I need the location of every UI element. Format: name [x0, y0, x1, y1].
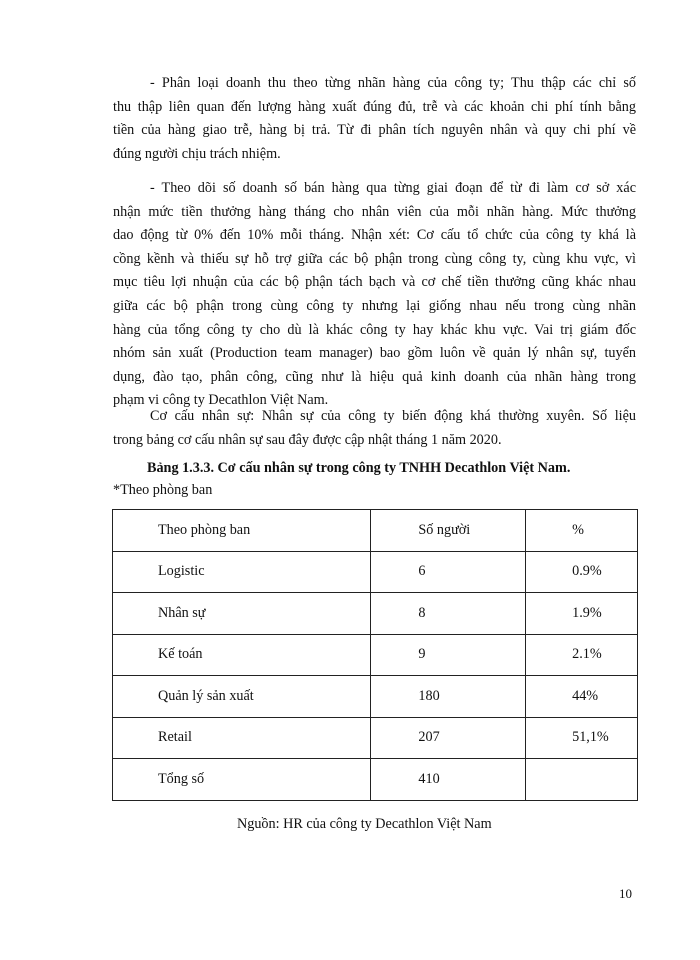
- cell-department: Logistic: [113, 551, 371, 593]
- cell-percent: 44%: [526, 676, 638, 718]
- header-percent: %: [526, 510, 638, 552]
- page-number: 10: [619, 886, 632, 901]
- paragraph-sales-tracking: [113, 177, 636, 413]
- cell-department: Tổng số: [113, 759, 371, 801]
- text-line: dao động từ 0% đến 10% mỗi tháng. Nhận xét: Cơ cấu tổ chức của công ty khá là: [113, 227, 636, 244]
- cell-headcount: 9: [371, 634, 526, 676]
- table-caption: Bảng 1.3.3. Cơ cấu nhân sự trong công ty TNHH Decathlon Việt Nam.: [147, 460, 571, 476]
- text-line: cồng kềnh và thiếu sự hỗ trợ giữa các bộ phận trong cùng công ty, cùng khu vực, vì: [113, 250, 636, 267]
- cell-department: Nhân sự: [113, 593, 371, 635]
- text-line: nhận mức tiền thưởng hàng tháng cho nhân viên của mỗi nhãn hàng. Mức thưởng: [113, 203, 636, 220]
- table-row: [113, 551, 638, 593]
- paragraph-revenue-classification: [113, 72, 636, 166]
- cell-department: Quản lý sản xuất: [113, 676, 371, 718]
- header-headcount: Số người: [371, 510, 526, 552]
- table-row: [113, 634, 638, 676]
- cell-percent: 1.9%: [526, 593, 638, 635]
- text-line: - Phân loại doanh thu theo từng nhãn hàng của công ty; Thu thập các chỉ số: [150, 75, 636, 91]
- table-row: [113, 717, 638, 759]
- cell-percent: 51,1%: [526, 717, 638, 759]
- text-line: Cơ cấu nhân sự: Nhân sự của công ty biến động khá thường xuyên. Số liệu: [150, 408, 636, 424]
- text-line: tiền của hàng giao trễ, hàng bị trả. Từ đi phân tích nguyên nhân và quy chi phí về: [113, 122, 636, 139]
- text-line: hàng của tổng công ty cho dù là khác công ty hay khác khu vực. Vai trị giám đốc: [113, 321, 636, 338]
- table-subcaption: *Theo phòng ban: [113, 482, 213, 498]
- cell-percent: 2.1%: [526, 634, 638, 676]
- header-department: Theo phòng ban: [113, 510, 371, 552]
- table-source-note: Nguồn: HR của công ty Decathlon Việt Nam: [237, 816, 492, 832]
- text-line: giữa các bộ phận trong cùng công ty nhưng lại giống nhau nếu trong cùng nhãn: [113, 297, 636, 314]
- table-header-row: [113, 510, 638, 552]
- table-row: [113, 676, 638, 718]
- text-line: nhóm sản xuất (Production team manager) bao gồm luôn về quản lý nhân sự, tuyển: [113, 345, 636, 362]
- cell-department: Kế toán: [113, 634, 371, 676]
- cell-headcount: 8: [371, 593, 526, 635]
- cell-percent: 0.9%: [526, 551, 638, 593]
- cell-headcount: 6: [371, 551, 526, 593]
- text-line: trong bảng cơ cấu nhân sự sau đây được cập nhật tháng 1 năm 2020.: [113, 431, 502, 448]
- table-row: [113, 593, 638, 635]
- text-line: phạm vi công ty Decathlon Việt Nam.: [113, 392, 329, 409]
- cell-department: Retail: [113, 717, 371, 759]
- staff-structure-table: [112, 509, 638, 801]
- cell-headcount: 207: [371, 717, 526, 759]
- text-line: dụng, đào tạo, phân công, cũng như là hiệu quả kinh doanh của nhãn hàng trong: [113, 368, 636, 385]
- text-line: đúng người chịu trách nhiệm.: [113, 145, 281, 162]
- cell-headcount: 180: [371, 676, 526, 718]
- text-line: thu thập liên quan đến lượng hàng xuất đúng đủ, trễ và các khoản chi phí tính bằng: [113, 98, 636, 115]
- paragraph-staff-structure: [113, 405, 636, 452]
- cell-headcount: 410: [371, 759, 526, 801]
- text-line: mục tiêu lợi nhuận của các bộ phận tách bạch và cơ chế tiền thưởng cũng khác nhau: [113, 274, 636, 291]
- table-total-row: [113, 759, 638, 801]
- text-line: - Theo dõi số doanh số bán hàng qua từng giai đoạn để từ đi làm cơ sở xác: [150, 180, 636, 196]
- cell-percent: [526, 759, 638, 801]
